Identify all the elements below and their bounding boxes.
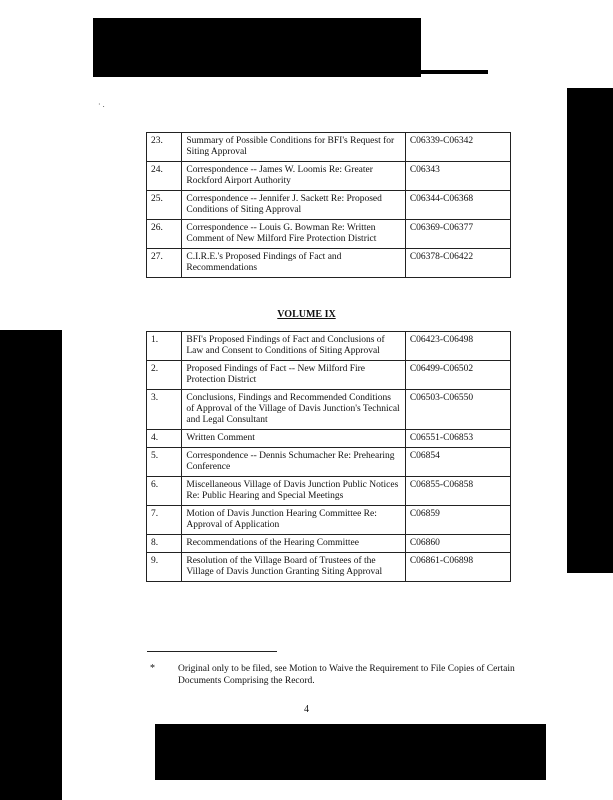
table-row [147, 390, 511, 430]
row-description: Correspondence -- Jennifer J. Sackett Re: Proposed Conditions of Siting Approval [182, 191, 405, 220]
redaction-top [93, 18, 421, 77]
table-row [147, 477, 511, 506]
table-row [147, 133, 511, 162]
table-row [147, 162, 511, 191]
footnote-rule [147, 651, 277, 652]
row-number: 27. [147, 249, 182, 278]
row-page-range: C06861-C06898 [405, 553, 510, 582]
row-description: Resolution of the Village Board of Trustees of the Village of Davis Junction Granting Siting Approval [182, 553, 405, 582]
redaction-bottom [155, 724, 546, 780]
row-number: 1. [147, 332, 182, 361]
row-page-range: C06344-C06368 [405, 191, 510, 220]
row-page-range: C06339-C06342 [405, 133, 510, 162]
volume-title: VOLUME IX [277, 309, 336, 320]
redaction-top-tail [418, 70, 488, 74]
row-number: 25. [147, 191, 182, 220]
row-number: 8. [147, 535, 182, 553]
row-number: 5. [147, 448, 182, 477]
row-number: 23. [147, 133, 182, 162]
row-description: Summary of Possible Conditions for BFI's Request for Siting Approval [182, 133, 405, 162]
row-number: 4. [147, 430, 182, 448]
row-number: 7. [147, 506, 182, 535]
row-number: 9. [147, 553, 182, 582]
row-description: Correspondence -- Dennis Schumacher Re: Prehearing Conference [182, 448, 405, 477]
table-row [147, 553, 511, 582]
row-page-range: C06854 [405, 448, 510, 477]
row-number: 3. [147, 390, 182, 430]
row-number: 24. [147, 162, 182, 191]
table-row [147, 249, 511, 278]
table-row [147, 430, 511, 448]
row-description: Recommendations of the Hearing Committee [182, 535, 405, 553]
index-table-bottom-body [147, 332, 511, 582]
index-table-bottom [146, 331, 511, 582]
row-page-range: C06859 [405, 506, 510, 535]
row-description: BFI's Proposed Findings of Fact and Conclusions of Law and Consent to Conditions of Siting Approval [182, 332, 405, 361]
page-number: 4 [304, 704, 309, 715]
table-row [147, 220, 511, 249]
row-description: Correspondence -- Louis G. Bowman Re: Written Comment of New Milford Fire Protection District [182, 220, 405, 249]
row-page-range: C06551-C06853 [405, 430, 510, 448]
index-table-top [146, 132, 511, 278]
row-page-range: C06343 [405, 162, 510, 191]
table-row [147, 332, 511, 361]
row-page-range: C06369-C06377 [405, 220, 510, 249]
row-number: 26. [147, 220, 182, 249]
table-row [147, 535, 511, 553]
row-page-range: C06423-C06498 [405, 332, 510, 361]
row-description: Proposed Findings of Fact -- New Milford Fire Protection District [182, 361, 405, 390]
row-description: Written Comment [182, 430, 405, 448]
row-page-range: C06378-C06422 [405, 249, 510, 278]
row-page-range: C06499-C06502 [405, 361, 510, 390]
row-description: Miscellaneous Village of Davis Junction Public Notices Re: Public Hearing and Special Meetings [182, 477, 405, 506]
table-row [147, 191, 511, 220]
index-table-top-body [147, 133, 511, 278]
row-description: C.I.R.E.'s Proposed Findings of Fact and Recommendations [182, 249, 405, 278]
row-description: Conclusions, Findings and Recommended Conditions of Approval of the Village of Davis Junction's Technical and Legal Consultant [182, 390, 405, 430]
scan-speck: · . [98, 100, 105, 109]
row-number: 6. [147, 477, 182, 506]
row-description: Motion of Davis Junction Hearing Committee Re: Approval of Application [182, 506, 405, 535]
redaction-right-edge [567, 88, 613, 573]
row-page-range: C06503-C06550 [405, 390, 510, 430]
footnote-text: Original only to be filed, see Motion to Waive the Requirement to File Copies of Certain Documents Comprising the Record. [178, 664, 515, 686]
table-row [147, 361, 511, 390]
redaction-left-edge [0, 330, 62, 800]
table-row [147, 448, 511, 477]
row-page-range: C06860 [405, 535, 510, 553]
row-description: Correspondence -- James W. Loomis Re: Greater Rockford Airport Authority [182, 162, 405, 191]
row-number: 2. [147, 361, 182, 390]
footnote-mark: * [150, 663, 155, 674]
row-page-range: C06855-C06858 [405, 477, 510, 506]
table-row [147, 506, 511, 535]
